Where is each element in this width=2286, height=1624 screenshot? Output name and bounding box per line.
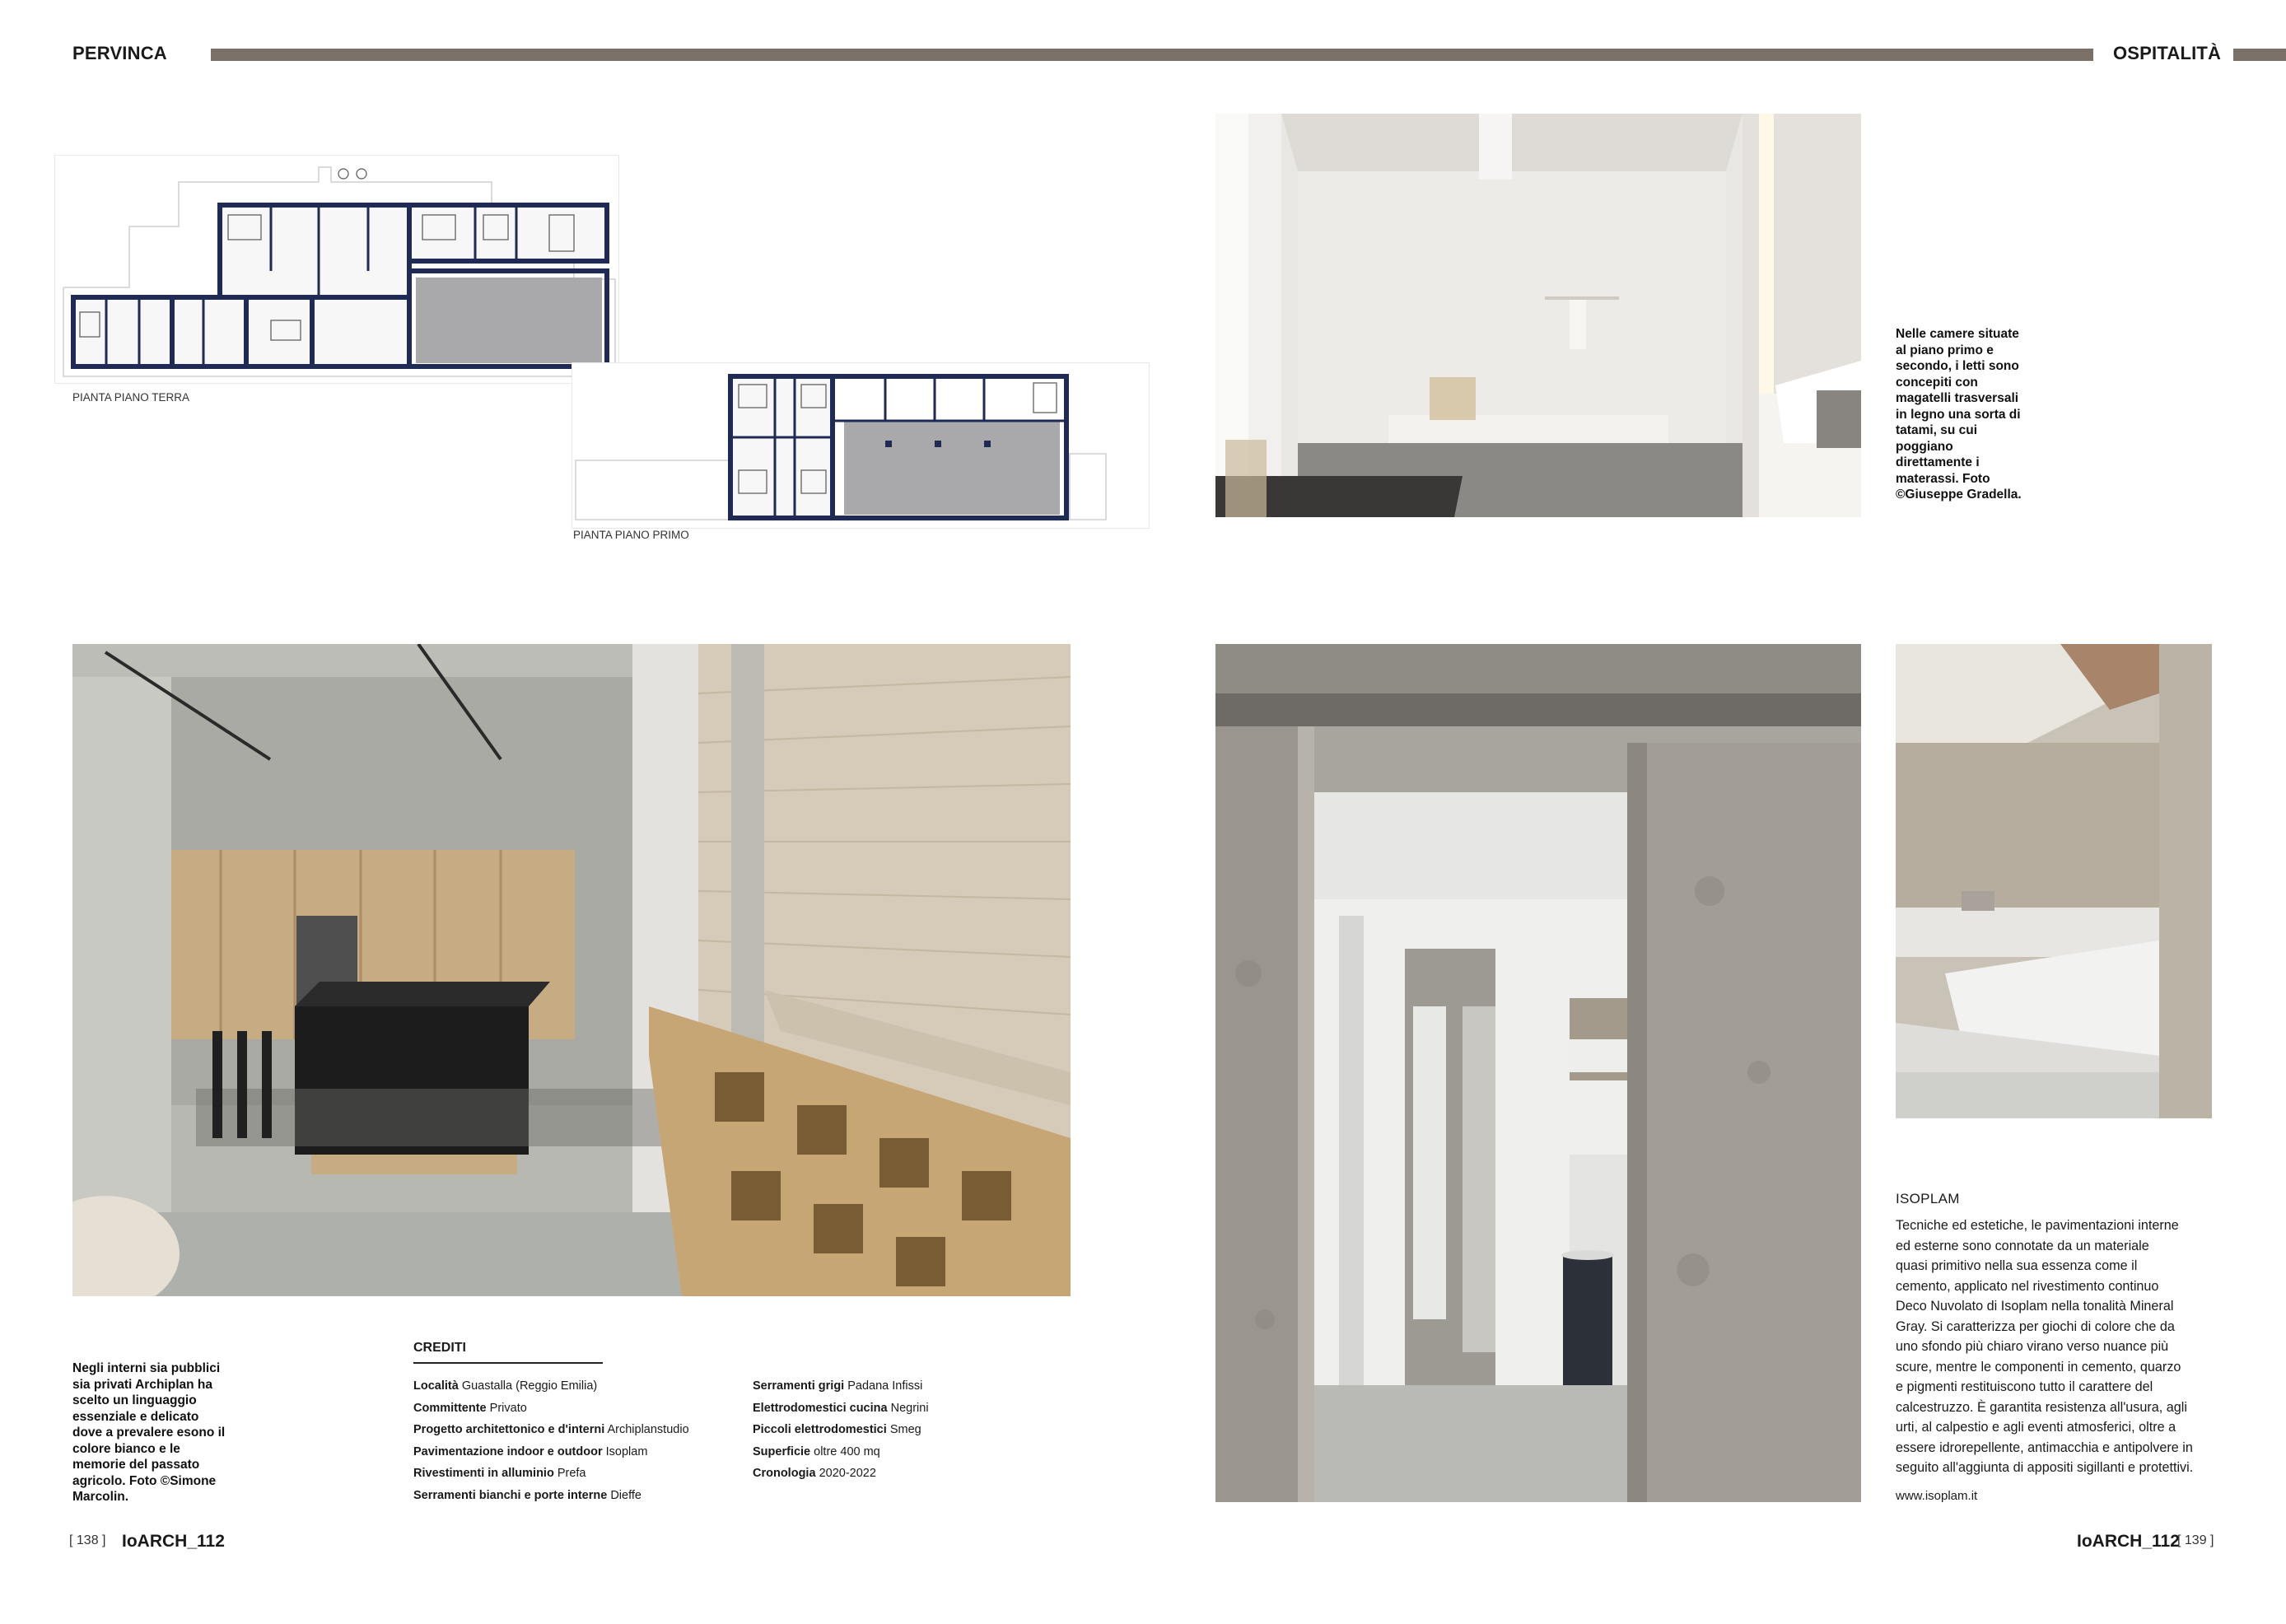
isoplam-line: essere idrorepellente, antimacchia e antipolvere in (1896, 1440, 2193, 1455)
isoplam-line: Gray. Si caratterizza per giochi di colore che da (1896, 1318, 2175, 1334)
credit-item: Pavimentazione indoor e outdoor Isoplam (413, 1444, 648, 1458)
attic-bed-photo (1896, 644, 2212, 1118)
bedroom-caption: Nelle camere situate al piano primo e secondo, i letti sono concepiti con magatelli trasversali in legno una sorta di tatami, su cui poggiano direttamente i materassi. Foto ©Giuseppe Gradella. (1896, 327, 2022, 502)
credit-item: Rivestimenti in alluminio Prefa (413, 1467, 586, 1480)
magazine-name-left: IoARCH_112 (122, 1532, 225, 1551)
isoplam-line: e pigmenti restituiscono tutto il carattere del (1896, 1379, 2153, 1394)
credit-item: Località Guastalla (Reggio Emilia) (413, 1379, 598, 1393)
isoplam-line: scure, mentre le componenti in cemento, quarzo (1896, 1359, 2181, 1374)
ground-floor-plan (54, 155, 619, 384)
credits-rule (413, 1362, 603, 1364)
isoplam-line: seguito all'aggiunta di appositi sigillanti e protettivi. (1896, 1460, 2194, 1475)
section-label-right: OSPITALITÀ (2113, 43, 2222, 63)
isoplam-line: Deco Nuvolato di Isoplam nella tonalità Mineral (1896, 1299, 2174, 1314)
first-floor-plan (572, 362, 1150, 529)
isoplam-line: ed esterne sono connotate da un materiale (1896, 1238, 2149, 1253)
credits-title: CREDITI (413, 1341, 466, 1355)
isoplam-line: uno sfondo più chiaro virano verso nuance più (1896, 1339, 2169, 1354)
isoplam-body (1896, 1216, 2258, 1478)
kitchen-photo (72, 644, 1071, 1296)
credit-item: Cronologia 2020-2022 (753, 1467, 876, 1480)
first-floor-caption: PIANTA PIANO PRIMO (573, 529, 689, 541)
isoplam-line: cemento, applicato nel rivestimento continuo (1896, 1278, 2159, 1294)
credit-item: Serramenti grigi Padana Infissi (753, 1379, 923, 1393)
ground-floor-caption: PIANTA PIANO TERRA (72, 391, 190, 404)
credit-item: Piccoli elettrodomestici Smeg (753, 1423, 921, 1436)
isoplam-website-link[interactable]: www.isoplam.it (1896, 1489, 1978, 1503)
page-number-right: [ 139 ] (2177, 1533, 2214, 1547)
isoplam-line: urti, al calpestio e agli eventi atmosferici, oltre a (1896, 1420, 2176, 1435)
kitchen-caption: Negli interni sia pubblici sia privati Archiplan ha scelto un linguaggio essenziale e delicato dove a prevalere esono il colore bianco e le memorie del passato agricolo. Foto ©Simone Marcolin. (72, 1361, 226, 1504)
credit-item: Superficie oltre 400 mq (753, 1444, 880, 1458)
credit-item: Serramenti bianchi e porte interne Dieffe (413, 1488, 641, 1502)
credit-item: Progetto architettonico e d'interni Archiplanstudio (413, 1423, 689, 1436)
magazine-name-right: IoARCH_112 (2077, 1532, 2180, 1551)
isoplam-line: Tecniche ed estetiche, le pavimentazioni interne (1896, 1218, 2179, 1233)
credit-item: Elettrodomestici cucina Negrini (753, 1401, 929, 1415)
isoplam-line: calcestruzzo. È garantita resistenza all'usura, agli (1896, 1399, 2187, 1415)
isoplam-title: ISOPLAM (1896, 1191, 1960, 1206)
section-label-left: PERVINCA (72, 43, 167, 63)
page-number-left: [ 138 ] (69, 1533, 106, 1547)
isoplam-line: quasi primitivo nella sua essenza come il (1896, 1258, 2138, 1273)
header-rule-left (211, 49, 2093, 61)
header-rule-right (2233, 49, 2286, 61)
credit-item: Committente Privato (413, 1401, 527, 1415)
credits-right-column (753, 1375, 929, 1485)
credits-left-column (413, 1375, 689, 1506)
corridor-photo (1215, 644, 1861, 1502)
bedroom-photo (1215, 114, 1861, 517)
